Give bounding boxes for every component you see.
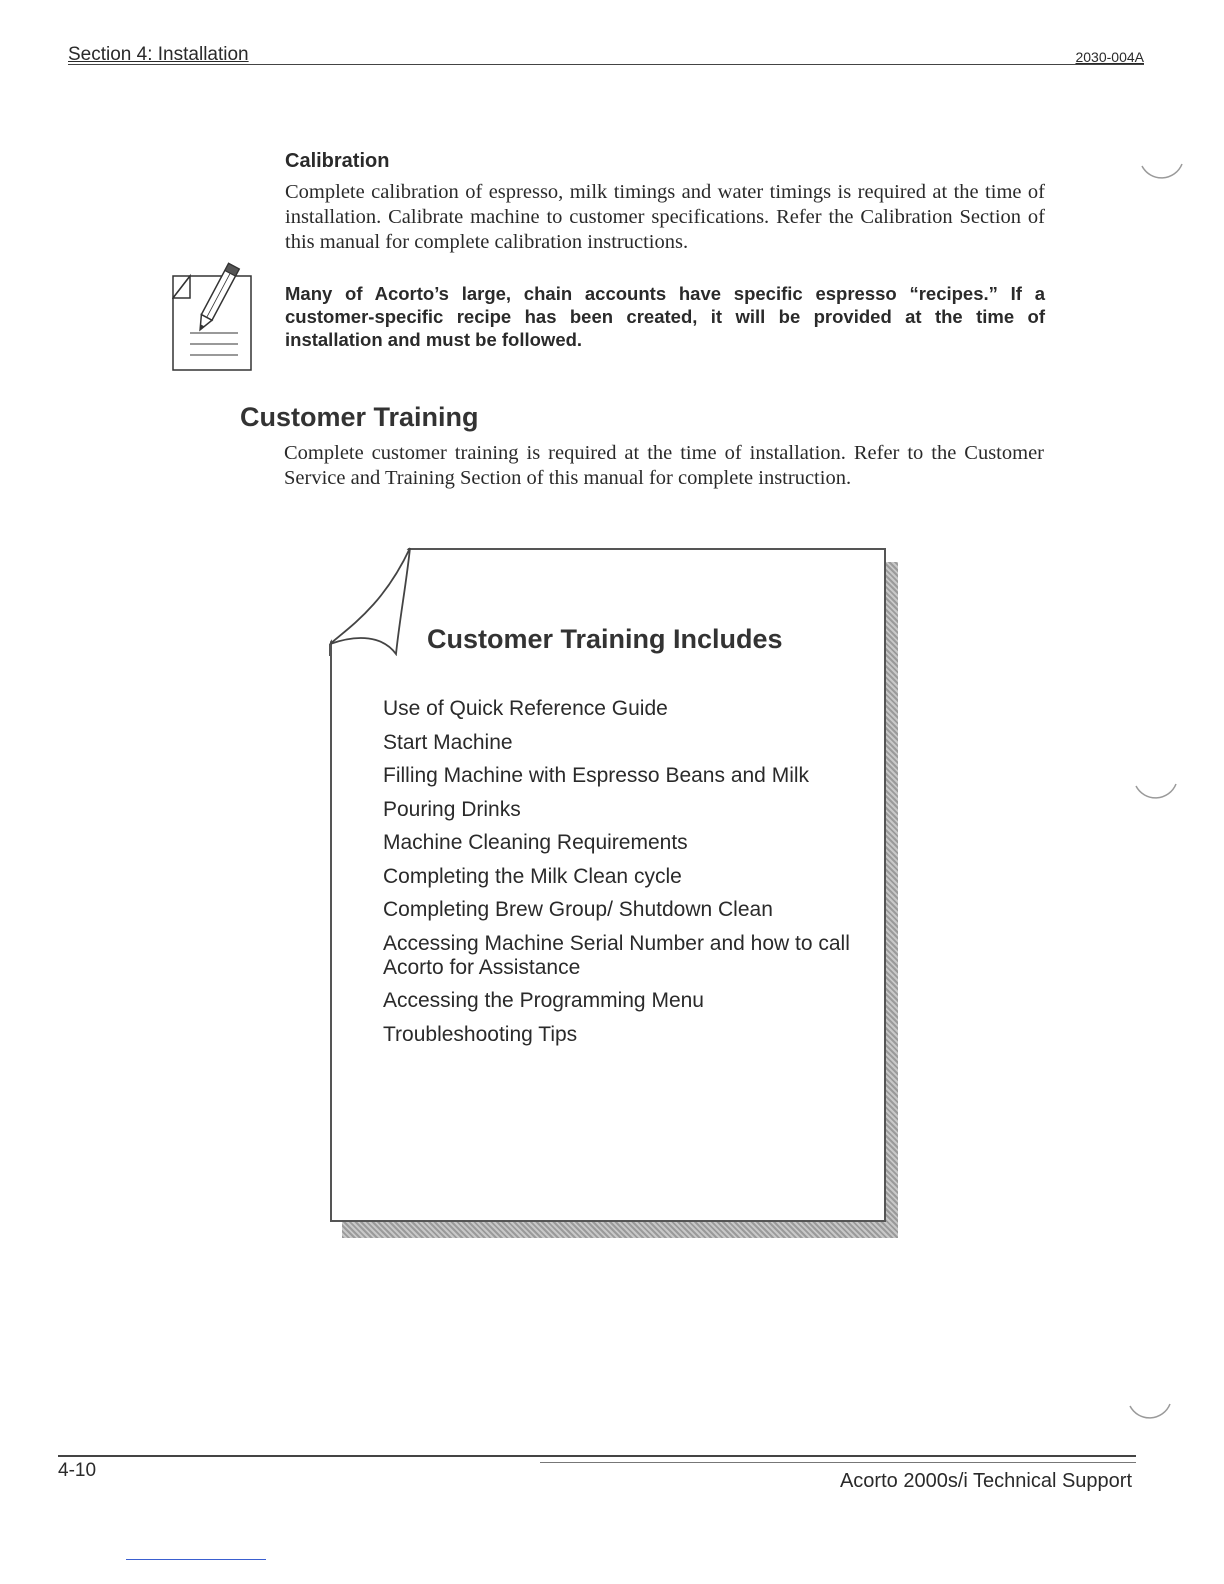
- list-item: Completing Brew Group/ Shutdown Clean: [383, 898, 773, 921]
- header-divider: [68, 64, 1144, 65]
- footer-manual-title: Acorto 2000s/i Technical Support: [839, 1470, 1132, 1492]
- calibration-heading: Calibration: [285, 150, 390, 172]
- footer-divider-secondary: [540, 1462, 1136, 1463]
- section-header: Section 4: Installation: [68, 44, 249, 65]
- list-item: Filling Machine with Espresso Beans and Milk: [383, 764, 810, 787]
- list-item: Accessing the Programming Menu: [383, 989, 704, 1012]
- scan-artifact-line: [126, 1559, 266, 1560]
- page-number: 4-10: [58, 1460, 97, 1481]
- list-item: Accessing Machine Serial Number and how to call Acorto for Assistance: [383, 931, 850, 979]
- footer-divider: [58, 1455, 1136, 1457]
- customer-training-paragraph: Complete customer training is required at the time of installation. Refer to the Customer Service and Training Section of this manual for complete instruction.: [284, 442, 1044, 489]
- document-number: 2030-004A: [1075, 49, 1144, 65]
- recipe-note: Many of Acorto’s large, chain accounts have specific espresso “recipes.” If a customer-specific recipe has been created, it will be provided at the time of installation and must be followed.: [285, 283, 1045, 350]
- page-curl-icon: [328, 546, 418, 661]
- list-item: Machine Cleaning Requirements: [383, 831, 688, 854]
- punch-hole-icon: [1138, 136, 1188, 195]
- list-item: Pouring Drinks: [383, 797, 521, 821]
- list-item: Use of Quick Reference Guide: [383, 697, 668, 720]
- list-item: Completing the Milk Clean cycle: [383, 864, 682, 888]
- punch-hole-icon: [1132, 756, 1188, 815]
- training-items-list: [383, 697, 853, 1056]
- list-item: Start Machine: [383, 730, 513, 754]
- training-box-title: Customer Training Includes: [427, 624, 783, 654]
- calibration-paragraph: Complete calibration of espresso, milk timings and water timings is required at the time of installation. Calibrate machine to customer specifications. Refer the Calibration Section of this manual for complete calibration instructions.: [285, 181, 1045, 253]
- notepad-pencil-icon: [172, 258, 254, 377]
- customer-training-heading: Customer Training: [240, 402, 479, 432]
- punch-hole-icon: [1126, 1376, 1176, 1435]
- list-item: Troubleshooting Tips: [383, 1022, 578, 1046]
